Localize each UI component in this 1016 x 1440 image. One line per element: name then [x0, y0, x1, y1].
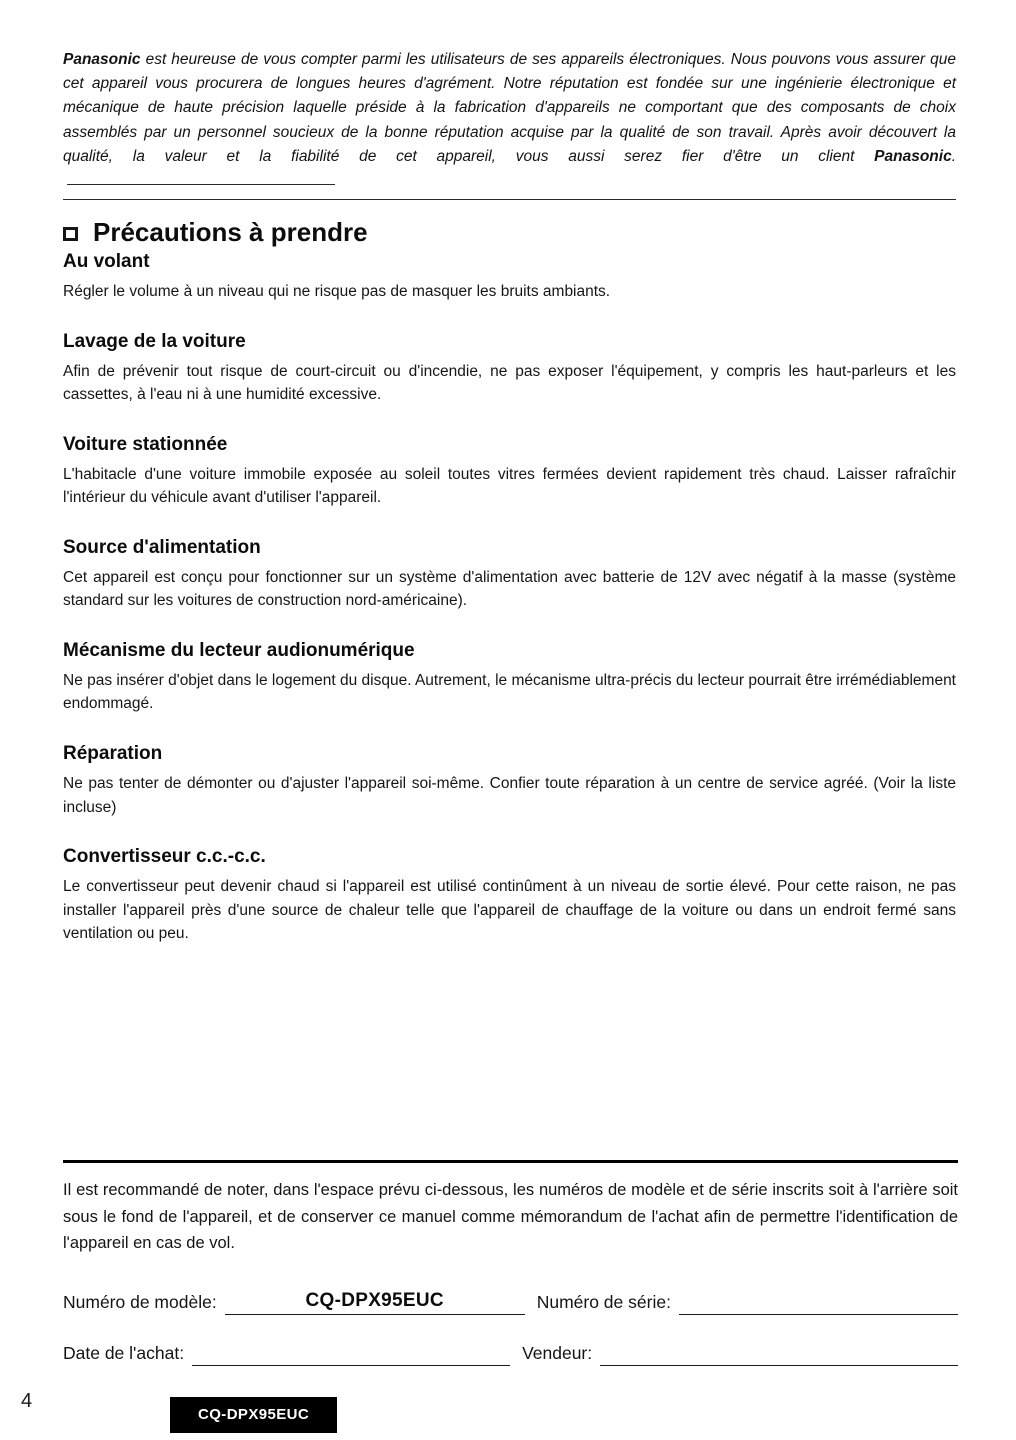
intro-trailing-rule — [67, 184, 335, 185]
purchase-record-note: Il est recommandé de noter, dans l'espace prévu ci-dessous, les numéros de modèle et de série inscrits soit à l'arrière soit sous le fond de l'appareil, et de conserver ce manuel comme mémorandum de l'achat afin de permettre l'identification de l'appareil en cas de vol. — [63, 1181, 958, 1253]
section-reparation — [63, 743, 956, 819]
model-number-field — [225, 1288, 525, 1315]
page-title — [63, 217, 956, 248]
page-title-text: Précautions à prendre — [93, 217, 368, 248]
brand-name-tail: Panasonic — [874, 147, 952, 165]
section-body: Ne pas tenter de démonter ou d'ajuster l'appareil soi-même. Confier toute réparation à un centre de service agréé. (Voir la liste incluse) — [63, 774, 956, 816]
section-title: Au volant — [63, 251, 150, 273]
square-bullet-icon — [63, 227, 78, 241]
section-voiture-stationnee — [63, 434, 956, 510]
section-body: Afin de prévenir tout risque de court-circuit ou d'incendie, ne pas exposer l'équipement, y compris les haut-parleurs et les cassettes, à l'eau ni à une humidité excessive. — [63, 362, 956, 404]
date-vendor-row — [63, 1339, 958, 1366]
intro-paragraph — [63, 48, 956, 193]
purchase-date-label: Date de l'achat: — [63, 1343, 185, 1364]
vendor-label: Vendeur: — [522, 1343, 593, 1364]
section-title: Réparation — [63, 742, 163, 764]
page-number: 4 — [21, 1390, 33, 1412]
section-body: Cet appareil est conçu pour fonctionner sur un système d'alimentation avec batterie de 12V avec négatif à la masse (système standard sur les voitures de construction nord-américaine). — [63, 568, 956, 610]
section-title: Voiture stationnée — [63, 433, 228, 455]
section-mecanisme-lecteur — [63, 640, 956, 716]
section-title: Mécanisme du lecteur audionumérique — [63, 639, 415, 661]
intro-text: est heureuse de vous compter parmi les utilisateurs de ses appareils électroniques. Nous pouvons vous assurer que cet appareil vous procurera de longues heures d'agrément. Notre réputation est fondée sur une ingénierie électronique et mécanique de haute précision laquelle préside à la fabrication d'appareils ne comportant que des composants de choix assemblés par un personnel soucieux de la bonne réputation acquise par la qualité de son travail. Après avoir découvert la qualité, la valeur et la fiabilité de cet appareil, vous aussi serez fier d'être un client — [63, 51, 956, 165]
purchase-record-block — [63, 1160, 958, 1366]
section-source-alimentation — [63, 537, 956, 613]
section-title: Source d'alimentation — [63, 536, 261, 558]
model-number-value: CQ-DPX95EUC — [305, 1290, 444, 1312]
model-number-label: Numéro de modèle: — [63, 1292, 217, 1313]
brand-name-lead: Panasonic — [63, 51, 141, 68]
section-au-volant — [63, 251, 956, 304]
model-serial-row — [63, 1288, 958, 1315]
section-body: L'habitacle d'une voiture immobile exposée au soleil toutes vitres fermées devient rapidement très chaud. Laisser rafraîchir l'intérieur du véhicule avant d'utiliser l'appareil. — [63, 465, 956, 507]
section-body: Ne pas insérer d'objet dans le logement du disque. Autrement, le mécanisme ultra-précis du lecteur pourrait être irrémédiablement endommagé. — [63, 671, 956, 713]
section-lavage-voiture — [63, 331, 956, 407]
serial-number-field — [679, 1288, 958, 1315]
section-convertisseur — [63, 846, 956, 946]
section-title: Convertisseur c.c.-c.c. — [63, 846, 266, 868]
serial-number-label: Numéro de série: — [536, 1292, 671, 1313]
purchase-date-field — [192, 1339, 510, 1366]
model-badge: CQ-DPX95EUC — [170, 1397, 337, 1433]
separator-rule — [63, 1160, 958, 1163]
vendor-field — [600, 1339, 958, 1366]
intro-text-end: . — [951, 147, 956, 165]
section-body: Régler le volume à un niveau qui ne risque pas de masquer les bruits ambiants. — [63, 283, 611, 301]
intro-separator-rule — [63, 199, 956, 200]
section-body: Le convertisseur peut devenir chaud si l'appareil est utilisé continûment à un niveau de sortie élevé. Pour cette raison, ne pas installer l'appareil près d'une source de chaleur telle que l'appareil de chauffage de la voiture ou dans un endroit fermé sans ventilation ou peu. — [63, 878, 956, 943]
section-title: Lavage de la voiture — [63, 330, 246, 352]
